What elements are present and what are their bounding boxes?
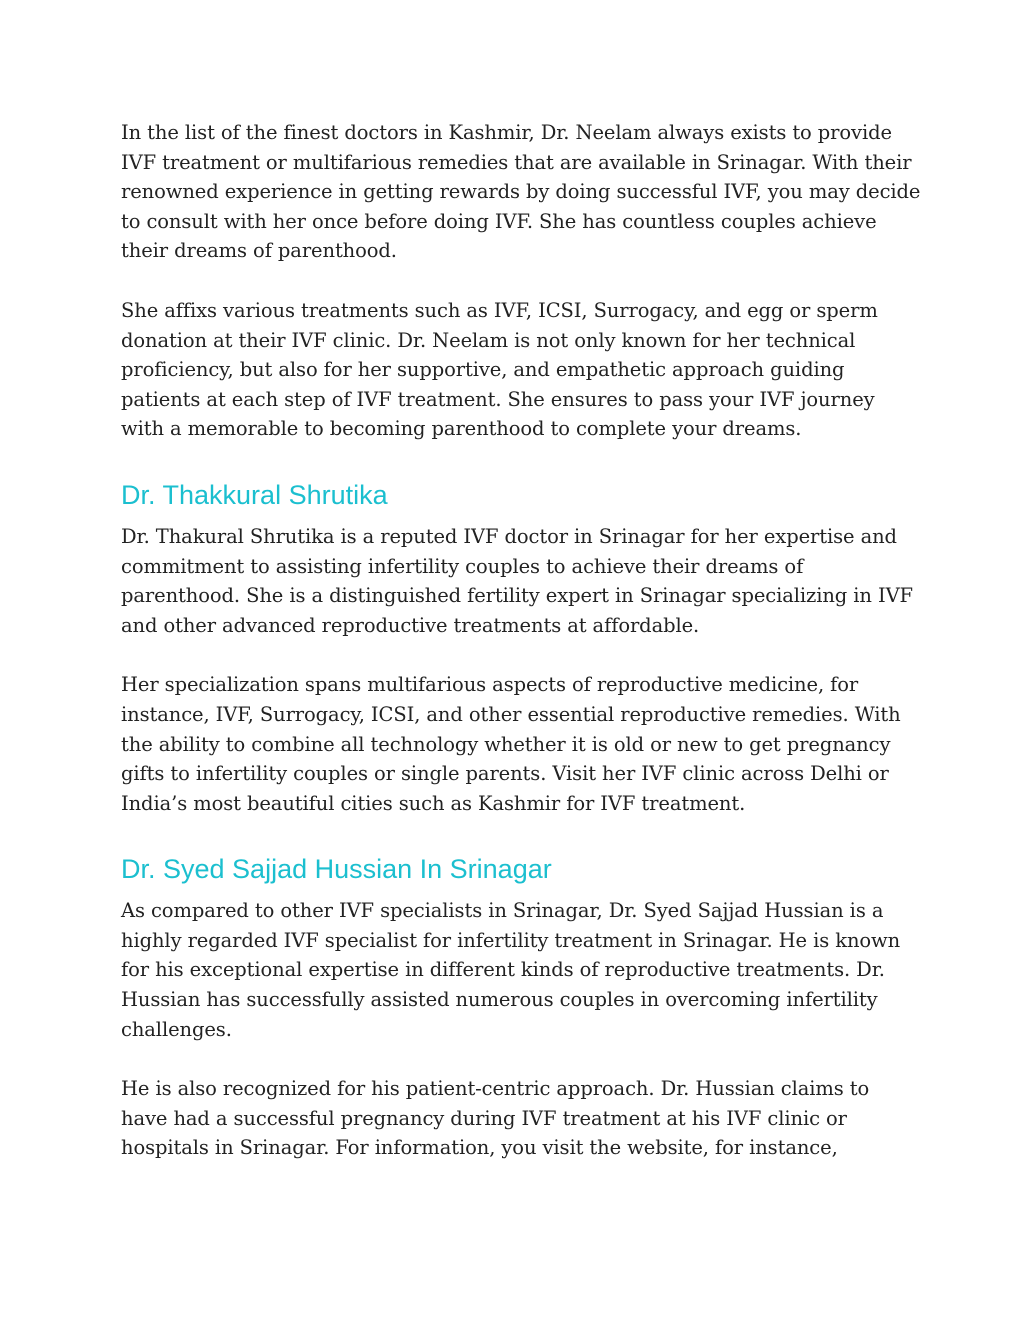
- heading-thakkural-shrutika: Dr. Thakkural Shrutika: [121, 479, 388, 510]
- document-page: [121, 118, 921, 1163]
- paragraph-intro-neelam: In the list of the finest doctors in Kashmir, Dr. Neelam always exists to provide IVF treatment or multifarious remedies that are available in Srinagar. With their renowned experience in getting rewards by doing successful IVF, you may decide to consult with her once before doing IVF. She has countless couples achieve their dreams of parenthood.: [121, 121, 921, 263]
- section-gap: [121, 444, 921, 478]
- paragraph-hussian-approach: He is also recognized for his patient-centric approach. Dr. Hussian claims to have had a successful pregnancy during IVF treatment at his IVF clinic or hospitals in Srinagar. For information, you visit the website, for instance,: [121, 1077, 870, 1160]
- paragraph-shrutika-intro: Dr. Thakural Shrutika is a reputed IVF doctor in Srinagar for her expertise and commitment to assisting infertility couples to achieve their dreams of parenthood. She is a distinguished fertility expert in Srinagar specializing in IVF and other advanced reproductive treatments at affordable.: [121, 524, 913, 637]
- paragraph-neelam-treatments: She affixs various treatments such as IVF, ICSI, Surrogacy, and egg or sperm donation at their IVF clinic. Dr. Neelam is not only known for her technical proficiency, but also for her supportive, and empathetic approach guiding patients at each step of IVF treatment. She ensures to pass your IVF journey with a memorable to becoming parenthood to complete your dreams.: [121, 298, 878, 441]
- heading-gap: [121, 512, 921, 522]
- section-gap: [121, 818, 921, 852]
- paragraph-shrutika-specialization: Her specialization spans multifarious aspects of reproductive medicine, for instance, IVF, Surrogacy, ICSI, and other essential reproductive remedies. With the ability to combine all technology whether it is old or new to get pregnancy gifts to infertility couples or single parents. Visit her IVF clinic across Delhi or India’s most beautiful cities such as Kashmir for IVF treatment.: [121, 673, 901, 815]
- paragraph-hussian-intro: As compared to other IVF specialists in Srinagar, Dr. Syed Sajjad Hussian is a highly regarded IVF specialist for infertility treatment in Srinagar. He is known for his exceptional expertise in different kinds of reproductive treatments. Dr. Hussian has successfully assisted numerous couples in overcoming infertility challenges.: [121, 899, 901, 1041]
- heading-syed-sajjad-hussian: Dr. Syed Sajjad Hussian In Srinagar: [121, 854, 552, 885]
- paragraph-gap: [121, 1044, 921, 1074]
- paragraph-gap: [121, 640, 921, 670]
- paragraph-gap: [121, 266, 921, 296]
- heading-gap: [121, 886, 921, 896]
